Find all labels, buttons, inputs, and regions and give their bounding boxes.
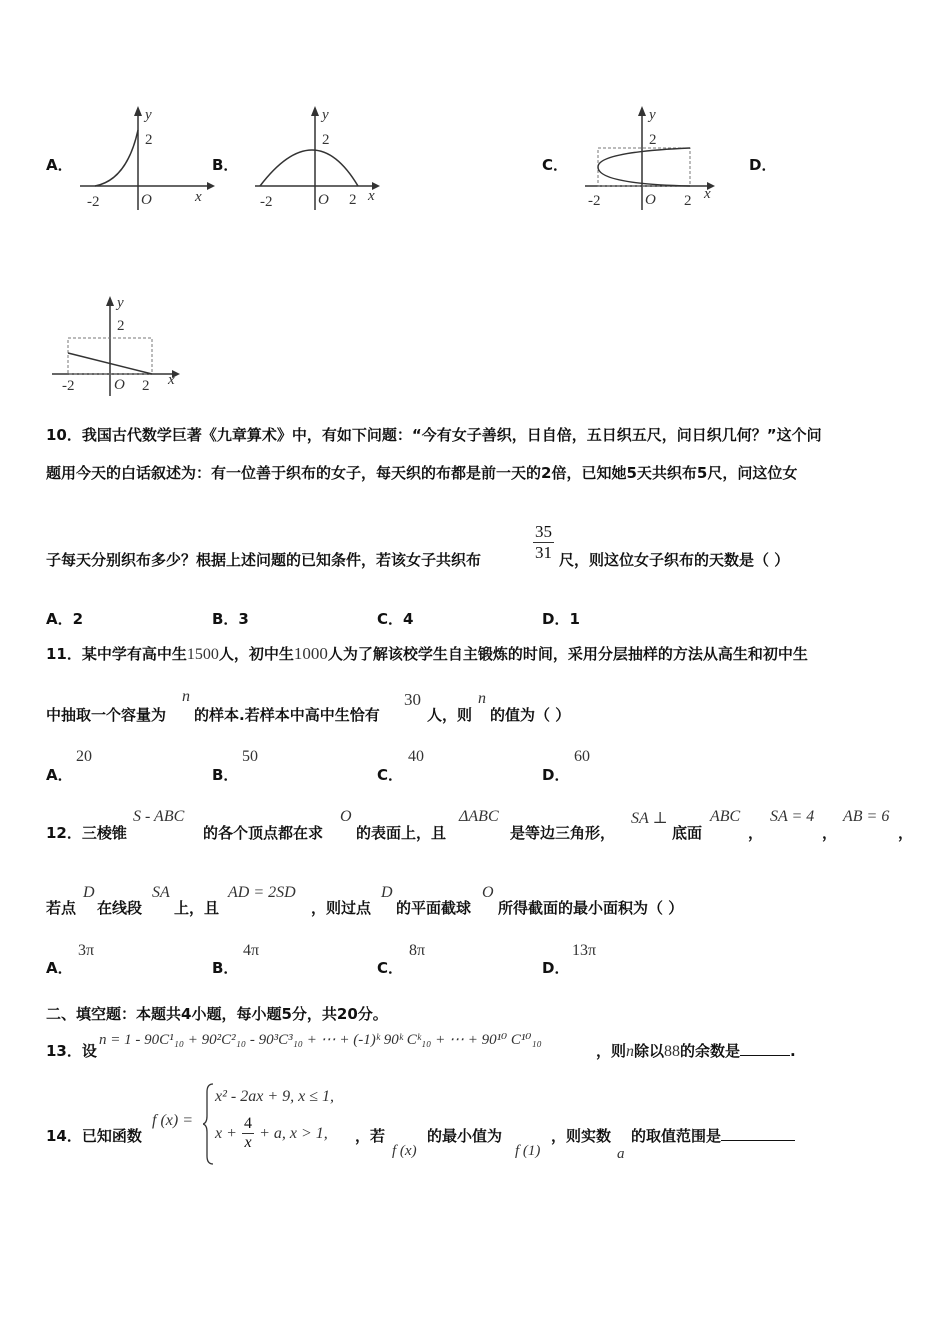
origin-label: O: [645, 192, 656, 208]
math-f1: f (1): [515, 1143, 541, 1159]
graph-b: [250, 100, 390, 215]
q11-line2-d: 的值为（ ）: [490, 706, 571, 724]
q9-option-c-label: C．: [542, 156, 569, 174]
graph-a: [75, 100, 215, 215]
q10-option-d: D．1: [542, 610, 580, 628]
q9-option-b-label: B．: [212, 156, 239, 174]
value-30: 30: [404, 690, 421, 709]
q12-text: 若点: [46, 899, 77, 917]
q13-text: ，则n除以88的余数是 .: [596, 1042, 796, 1060]
q11-option-a-label: A．: [46, 766, 73, 784]
q12-text: 底面: [672, 824, 703, 842]
q14-text: ，则实数: [551, 1127, 612, 1145]
q12-comma: ，: [898, 824, 914, 842]
q11-option-a-value: 20: [76, 748, 92, 765]
q12-text: 的平面截球: [396, 899, 472, 917]
tick-2: 2: [117, 318, 125, 334]
var-n: n: [182, 688, 190, 705]
q12-option-c-value: 8π: [409, 942, 426, 959]
y-axis-label: y: [145, 107, 152, 123]
q11-option-c-label: C．: [377, 766, 404, 784]
math-d: D: [83, 884, 95, 901]
answer-blank[interactable]: [740, 1041, 790, 1056]
math-88: 88: [664, 1043, 681, 1060]
math-abc: ABC: [710, 808, 741, 825]
answer-blank[interactable]: [721, 1126, 795, 1141]
x-axis-label: x: [704, 186, 711, 202]
math-fx: f (x): [392, 1143, 417, 1159]
math-s-abc: S - ABC: [133, 808, 185, 825]
q12-text: ，则过点: [311, 899, 372, 917]
q12-text: 的各个顶点都在求: [203, 824, 324, 842]
section-title: 二、填空题：本题共4小题，每小题5分，共20分。: [46, 1005, 388, 1023]
graph-d: [48, 290, 188, 400]
y-axis-label: y: [649, 107, 656, 123]
q14-text: 的最小值为: [427, 1127, 503, 1145]
q12-option-b-label: B．: [212, 959, 239, 977]
q11-option-b-value: 50: [242, 748, 258, 765]
q11-line2-b: 的样本.若样本中高中生恰有: [194, 706, 380, 724]
q12-text: 在线段: [97, 899, 143, 917]
x-axis-label: x: [368, 188, 375, 204]
value-1000: 1000: [293, 644, 328, 663]
q11-option-d-value: 60: [574, 748, 590, 765]
tick-2: 2: [142, 378, 150, 394]
q10-option-b: B．3: [212, 610, 249, 628]
tick-neg2: -2: [260, 194, 273, 210]
math-n: n: [626, 1043, 635, 1060]
math-case-2: x + $\frac{4}{x}$ + a, x > 1,: [215, 1115, 328, 1151]
q10-line3-post: 尺，则这位女子织布的天数是（ ）: [559, 551, 790, 569]
q10-fraction: [533, 522, 554, 563]
tick-neg2: -2: [588, 193, 601, 209]
math-ab-6: AB = 6: [843, 808, 890, 825]
q9-option-a-label: A．: [46, 156, 73, 174]
q12-comma: ，: [748, 824, 764, 842]
q10-option-a: A．2: [46, 610, 84, 628]
tick-neg2: -2: [87, 194, 100, 210]
fraction-numerator: 35: [535, 522, 552, 541]
tick-2: 2: [322, 132, 330, 148]
q11-option-d-label: D．: [542, 766, 570, 784]
tick-2: 2: [684, 193, 692, 209]
origin-label: O: [318, 192, 329, 208]
q14-label: 14．已知函数: [46, 1127, 142, 1145]
x-axis-label: x: [168, 372, 175, 388]
q12-comma: ，: [822, 824, 838, 842]
q12-option-d-label: D．: [542, 959, 570, 977]
q14-text: 的取值范围是: [631, 1125, 795, 1146]
math-d: D: [381, 884, 393, 901]
math-triangle-abc: ΔABC: [459, 808, 499, 825]
q10-line1: 10．我国古代数学巨著《九章算术》中，有如下问题：“今有女子善织，日自倍，五日织五尺，问日织几何？”这个问: [46, 426, 822, 444]
q12-text: 是等边三角形，: [510, 824, 616, 842]
q12-option-c-label: C．: [377, 959, 404, 977]
q9-option-d-label: D．: [749, 156, 777, 174]
q11-option-b-label: B．: [212, 766, 239, 784]
y-axis-label: y: [117, 295, 124, 311]
q12-text: 的表面上，且: [356, 824, 447, 842]
y-axis-label: y: [322, 107, 329, 123]
q12-text: 上，且: [174, 899, 220, 917]
q12-option-d-value: 13π: [572, 942, 597, 959]
math-sa-4: SA = 4: [770, 808, 815, 825]
brace-icon: [203, 1082, 215, 1166]
origin-label: O: [114, 377, 125, 393]
math-binomial-expression: n = 1 - 90C¹₁₀ + 90²C²₁₀ - 90³C³₁₀ + ⋯ + (-1)ᵏ 90ᵏ Cᵏ₁₀ + ⋯ + 90¹⁰ C¹⁰₁₀: [99, 1032, 542, 1048]
math-sa-perp: SA ⊥: [631, 810, 668, 827]
q11-option-c-value: 40: [408, 748, 424, 765]
fraction-denominator: 31: [535, 543, 552, 562]
q11-line2-a: 中抽取一个容量为: [46, 706, 167, 724]
x-axis-label: x: [195, 189, 202, 205]
q12-option-b-value: 4π: [243, 942, 260, 959]
q14-text: ，若: [355, 1127, 386, 1145]
q12-text: 12．三棱锥: [46, 824, 127, 842]
q12-option-a-value: 3π: [78, 942, 95, 959]
tick-2: 2: [145, 132, 153, 148]
tick-2: 2: [649, 132, 657, 148]
graph-c: [580, 100, 720, 215]
math-a: a: [617, 1146, 625, 1162]
q10-option-c: C．4: [377, 610, 414, 628]
q11-line2-c: 人，则: [427, 706, 473, 724]
math-ad-2sd: AD = 2SD: [228, 884, 296, 901]
q10-line2: 题用今天的白话叙述为：有一位善于织布的女子，每天织的布都是前一天的2倍，已知她5天共织布5尺，问这位女: [46, 464, 798, 482]
q13-label: 13．设: [46, 1042, 97, 1060]
value-1500: 1500: [186, 646, 219, 663]
math-case-1: x² - 2ax + 9, x ≤ 1,: [215, 1088, 335, 1105]
math-fx-def: f (x) =: [152, 1112, 193, 1129]
tick-2: 2: [349, 192, 357, 208]
q11-line1: 11．某中学有高中生1500人，初中生1000人为了解该校学生自主锻炼的时间，采用分层抽样的方法从高生和初中生: [46, 644, 808, 663]
q12-text: 所得截面的最小面积为（ ）: [498, 899, 684, 917]
q12-option-a-label: A．: [46, 959, 73, 977]
math-sa: SA: [152, 884, 170, 901]
math-o: O: [482, 884, 494, 901]
math-o: O: [340, 808, 352, 825]
q10-line3-pre: 子每天分别织布多少？根据上述问题的已知条件，若该女子共织布: [46, 551, 482, 569]
var-n: n: [478, 690, 486, 707]
origin-label: O: [141, 192, 152, 208]
tick-neg2: -2: [62, 378, 75, 394]
